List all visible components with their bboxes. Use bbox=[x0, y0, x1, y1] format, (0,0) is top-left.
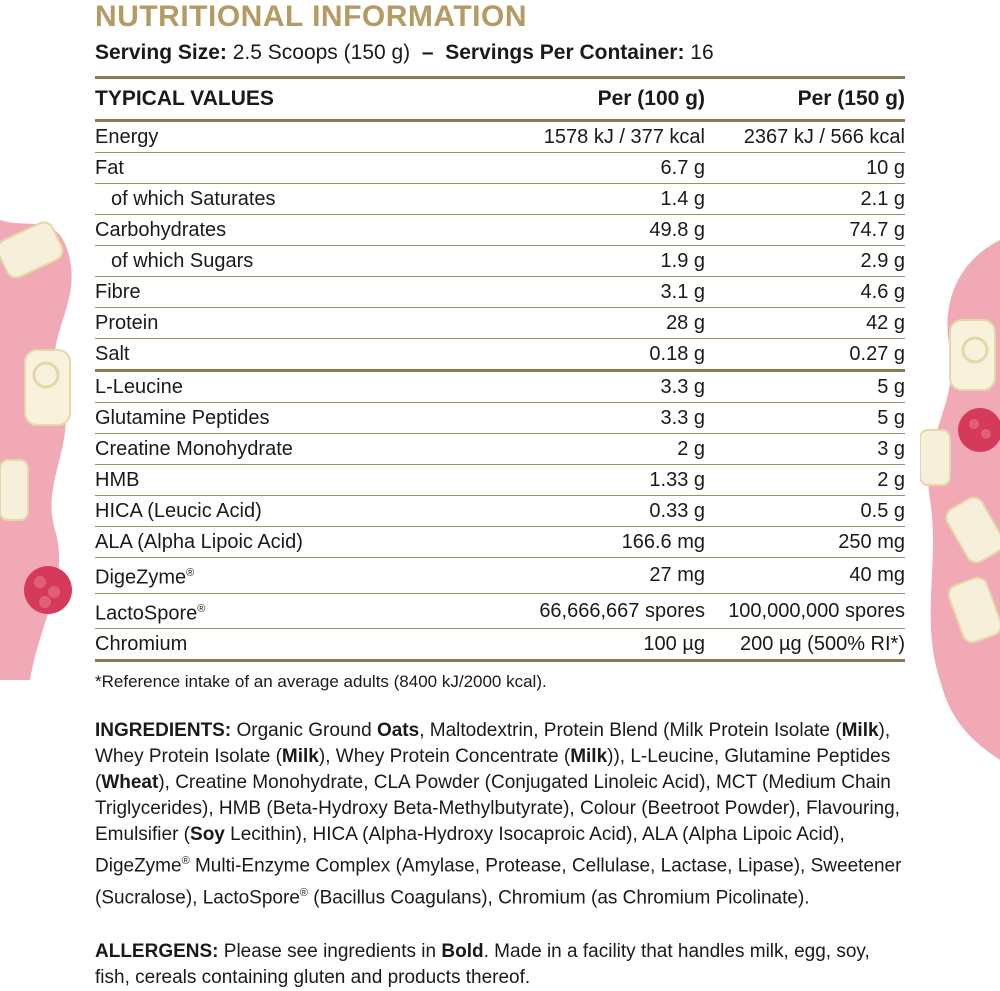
allergen-bold-text: Soy bbox=[190, 824, 225, 846]
nutrient-name bbox=[95, 246, 455, 277]
nutrient-name bbox=[95, 277, 455, 308]
nutrient-name-text: HMB bbox=[95, 469, 140, 491]
table-row bbox=[95, 246, 905, 277]
table-row bbox=[95, 308, 905, 339]
nutrient-name-text: HICA (Leucic Acid) bbox=[95, 500, 262, 522]
value-per-150g: 0.27 g bbox=[705, 339, 905, 371]
header-per-150g: Per (150 g) bbox=[705, 78, 905, 121]
nutrient-name-text: DigeZyme bbox=[95, 566, 187, 589]
table-row bbox=[95, 558, 905, 594]
nutrient-name bbox=[95, 465, 455, 496]
registered-mark: ® bbox=[186, 567, 195, 579]
table-row bbox=[95, 153, 905, 184]
ingredients-text: (Bacillus Coagulans), Chromium (as Chromium Picolinate). bbox=[308, 886, 810, 908]
ingredients-paragraph bbox=[95, 718, 905, 911]
nutrient-name bbox=[95, 308, 455, 339]
value-per-150g: 0.5 g bbox=[705, 496, 905, 527]
nutrition-table bbox=[95, 76, 905, 662]
value-per-150g: 10 g bbox=[705, 153, 905, 184]
ingredients-text: Lecithin), HICA (Alpha-Hydroxy Isocaproic Acid), ALA (Alpha Lipoic Acid), DigeZyme bbox=[95, 824, 845, 877]
nutrient-name-text: Glutamine Peptides bbox=[95, 407, 270, 429]
header-typical-values: TYPICAL VALUES bbox=[95, 78, 455, 121]
ingredients-text: Organic Ground bbox=[236, 720, 377, 742]
nutrient-name-text: Carbohydrates bbox=[95, 219, 227, 241]
value-per-150g: 250 mg bbox=[705, 527, 905, 558]
nutrient-name bbox=[95, 371, 455, 403]
nutrient-name-text: ALA (Alpha Lipoic Acid) bbox=[95, 531, 303, 553]
raspberry-icon bbox=[24, 566, 72, 614]
value-per-150g: 5 g bbox=[705, 371, 905, 403]
value-per-150g: 100,000,000 spores bbox=[705, 593, 905, 629]
nutrition-panel bbox=[95, 0, 905, 991]
nutrient-name-text: of which Saturates bbox=[111, 188, 276, 210]
value-per-100g: 3.3 g bbox=[455, 371, 705, 403]
table-row bbox=[95, 465, 905, 496]
nutrient-name bbox=[95, 339, 455, 371]
ingredients-text: ), Whey Protein Isolate ( bbox=[95, 720, 891, 768]
value-per-150g: 40 mg bbox=[705, 558, 905, 594]
value-per-100g: 1.33 g bbox=[455, 465, 705, 496]
header-per-100g: Per (100 g) bbox=[455, 78, 705, 121]
pink-splash-left-decoration bbox=[0, 200, 80, 680]
registered-mark: ® bbox=[181, 855, 190, 868]
table-row bbox=[95, 629, 905, 661]
value-per-150g: 2.1 g bbox=[705, 184, 905, 215]
nutrient-name bbox=[95, 593, 455, 629]
registered-mark: ® bbox=[197, 602, 206, 615]
ingredients-text: )), L-Leucine, Glutamine Peptides ( bbox=[95, 746, 891, 794]
nutrient-name bbox=[95, 434, 455, 465]
nutrient-name bbox=[95, 121, 455, 153]
table-row bbox=[95, 184, 905, 215]
value-per-150g: 3 g bbox=[705, 434, 905, 465]
nutrient-name bbox=[95, 184, 455, 215]
registered-mark: ® bbox=[299, 886, 308, 899]
nutrient-name bbox=[95, 527, 455, 558]
ingredients-text: , Maltodextrin, Protein Blend (Milk Protein Isolate ( bbox=[419, 720, 842, 742]
value-per-150g: 4.6 g bbox=[705, 277, 905, 308]
value-per-150g: 200 µg (500% RI*) bbox=[705, 629, 905, 661]
nutrient-name-text: Chromium bbox=[95, 633, 188, 656]
value-per-100g: 1.9 g bbox=[455, 246, 705, 277]
value-per-150g: 5 g bbox=[705, 403, 905, 434]
allergens-text-after: . Made in a facility that handles milk, egg, soy, fish, cereals containing gluten and products thereof. bbox=[95, 940, 870, 988]
allergens-bold-word: Bold bbox=[441, 940, 484, 962]
value-per-100g: 28 g bbox=[455, 308, 705, 339]
servings-per-container-label: Servings Per Container: bbox=[445, 41, 685, 64]
nutrient-name bbox=[95, 153, 455, 184]
allergen-bold-text: Oats bbox=[376, 720, 420, 742]
allergens-text-before: Please see ingredients in bbox=[218, 940, 442, 962]
ingredients-text: Multi-Enzyme Complex (Amylase, Protease, Cellulase, Lactase, Lipase), Sweetener (Sucralose), LactoSpore bbox=[95, 855, 902, 908]
nutrient-name-text: Fat bbox=[95, 157, 124, 179]
value-per-100g: 2 g bbox=[455, 434, 705, 465]
reference-intake-note: *Reference intake of an average adults (8400 kJ/2000 kcal). bbox=[95, 672, 547, 692]
ingredients-text: ), Whey Protein Concentrate ( bbox=[318, 746, 571, 768]
nutrient-name bbox=[95, 629, 455, 661]
value-per-100g: 6.7 g bbox=[455, 153, 705, 184]
ingredients-label: INGREDIENTS: bbox=[95, 720, 232, 742]
serving-info bbox=[95, 38, 905, 72]
table-row bbox=[95, 215, 905, 246]
nutrient-name bbox=[95, 215, 455, 246]
table-row bbox=[95, 593, 905, 629]
nutrient-name bbox=[95, 496, 455, 527]
value-per-150g: 74.7 g bbox=[705, 215, 905, 246]
serving-size-label: Serving Size: bbox=[95, 41, 227, 64]
ingredients-text: ), Creatine Monohydrate, CLA Powder (Conjugated Linoleic Acid), MCT (Medium Chain Triglycerides), HMB (Beta-Hydroxy Beta-Methylbutyrate), Colour (Beetroot Powder), Flavouring, Emulsifier ( bbox=[95, 772, 900, 846]
allergen-bold-text: Wheat bbox=[101, 772, 159, 794]
servings-per-container-value: 16 bbox=[690, 41, 714, 64]
nutrient-name-text: Energy bbox=[95, 126, 159, 148]
raspberry-icon bbox=[958, 408, 1000, 452]
table-row bbox=[95, 403, 905, 434]
nutrient-name bbox=[95, 558, 455, 594]
table-row bbox=[95, 121, 905, 153]
allergen-bold-text: Milk bbox=[570, 746, 608, 768]
table-row bbox=[95, 339, 905, 371]
page-title: NUTRITIONAL INFORMATION bbox=[95, 0, 528, 33]
value-per-100g: 1578 kJ / 377 kcal bbox=[455, 121, 705, 153]
table-row bbox=[95, 277, 905, 308]
nutrient-name-text: LactoSpore bbox=[95, 602, 198, 625]
value-per-100g: 3.3 g bbox=[455, 403, 705, 434]
value-per-100g: 0.18 g bbox=[455, 339, 705, 371]
nutrition-table-body bbox=[95, 121, 905, 661]
table-row bbox=[95, 371, 905, 403]
value-per-100g: 100 µg bbox=[455, 629, 705, 661]
value-per-150g: 2 g bbox=[705, 465, 905, 496]
nutrient-name-text: L-Leucine bbox=[95, 376, 183, 398]
value-per-100g: 49.8 g bbox=[455, 215, 705, 246]
allergens-paragraph bbox=[95, 939, 905, 991]
table-row bbox=[95, 527, 905, 558]
table-row bbox=[95, 434, 905, 465]
table-row bbox=[95, 496, 905, 527]
allergens-label: ALLERGENS: bbox=[95, 940, 219, 962]
pink-splash-right-decoration bbox=[920, 240, 1000, 760]
nutrient-name-text: Salt bbox=[95, 343, 130, 365]
value-per-150g: 42 g bbox=[705, 308, 905, 339]
nutrient-name-text: Protein bbox=[95, 312, 159, 334]
value-per-100g: 1.4 g bbox=[455, 184, 705, 215]
table-header-row bbox=[95, 78, 905, 121]
value-per-150g: 2367 kJ / 566 kcal bbox=[705, 121, 905, 153]
value-per-100g: 3.1 g bbox=[455, 277, 705, 308]
nutrient-name-text: Fibre bbox=[95, 281, 141, 303]
nutrient-name-text: Creatine Monohydrate bbox=[95, 438, 293, 460]
allergen-bold-text: Milk bbox=[281, 746, 319, 768]
nutrient-name-text: of which Sugars bbox=[111, 250, 254, 272]
allergen-bold-text: Milk bbox=[841, 720, 879, 742]
value-per-100g: 166.6 mg bbox=[455, 527, 705, 558]
value-per-150g: 2.9 g bbox=[705, 246, 905, 277]
serving-size-value: 2.5 Scoops (150 g) bbox=[232, 41, 411, 64]
serving-separator: – bbox=[421, 41, 434, 64]
nutrient-name bbox=[95, 403, 455, 434]
value-per-100g: 27 mg bbox=[455, 558, 705, 594]
value-per-100g: 66,666,667 spores bbox=[455, 593, 705, 629]
value-per-100g: 0.33 g bbox=[455, 496, 705, 527]
